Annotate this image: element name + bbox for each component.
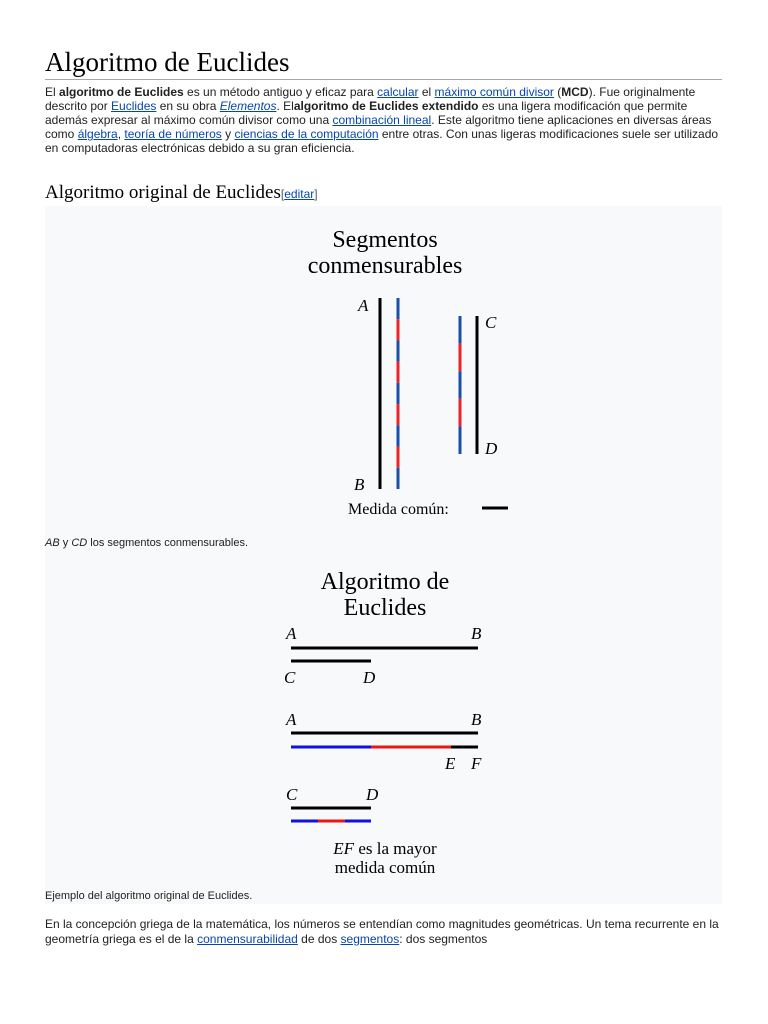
text: y [221,127,235,141]
text: ). Fue originalmente descrito por [45,85,696,113]
link-conmensurabilidad[interactable]: conmensurabilidad [197,932,298,946]
figure2-caption: Ejemplo del algoritmo original de Euclides. [45,890,253,902]
row3-label-c: C [286,785,298,804]
link-maximo-comun-divisor[interactable]: máximo común divisor [434,85,554,99]
link-calcular[interactable]: calcular [377,85,419,99]
bold-term: algoritmo de Euclides [59,85,184,99]
edit-bracket-open: [ [280,187,285,201]
body-paragraph [45,917,725,947]
caption-y: y [59,537,72,549]
commensurable-segments-figure [290,214,498,518]
text: el [418,85,435,99]
text: , [117,127,125,141]
link-combinacion-lineal[interactable]: combinación lineal [332,113,432,127]
figure2-title-line1: Algoritmo de [320,569,450,595]
row1-label-a: A [286,624,297,643]
edit-link[interactable]: editar [284,187,315,201]
row1-label-b: B [471,624,482,643]
row1-label-d: D [363,668,376,687]
text: entre otras. Con unas ligeras modificaciones suele ser utilizado en computadoras electrónicas debido a su gran eficiencia. [45,127,719,155]
label-c: C [485,313,497,332]
link-teoria-de-numeros[interactable]: teoría de números [124,127,222,141]
link-ciencias-de-la-computacion[interactable]: ciencias de la computación [234,127,379,141]
bold-term: MCD [561,85,589,99]
text: ( [553,85,562,99]
figure2-conclusion-line2: medida común [334,858,436,877]
edit-section [281,187,318,201]
caption-ab: AB [45,537,60,549]
link-segmentos[interactable]: segmentos [340,932,400,946]
figure-panel [45,206,722,904]
label-a: A [358,296,369,315]
bold-term: algoritmo de Euclides extendido [293,99,479,113]
row2-label-f: F [471,754,482,773]
caption-rest: los segmentos conmensurables. [87,537,249,549]
figure1-title-line1: Segmentos [332,227,438,253]
text: . Este algoritmo tiene aplicaciones en diversas áreas como [45,113,712,141]
section-heading [45,182,722,207]
text: es una ligera modificación que permite además expresar al máximo común divisor como una [45,99,688,127]
figure2-title-line2: Euclides [343,595,427,621]
link-algebra[interactable]: álgebra [77,127,118,141]
conclusion-rest: es la mayor [354,839,437,858]
label-b: B [354,475,365,494]
section-title: Algoritmo original de Euclides [45,182,281,203]
label-d: D [485,439,498,458]
conclusion-ef: EF [333,839,355,858]
text: En la concepción griega de la matemática, los números se entendían como magnitudes geométricas. Un tema recurrente en la geometría griega es el de la [45,917,719,946]
text: : dos segmentos [399,932,488,946]
row2-label-e: E [445,754,456,773]
figure1-title-line2: conmensurables [307,253,463,279]
figure2-conclusion-line1 [332,839,437,858]
intro-paragraph [45,85,725,155]
row3-label-d: D [366,785,379,804]
text: de dos [297,932,341,946]
text: El [45,85,60,99]
row2-label-b: B [471,710,482,729]
link-elementos[interactable]: Elementos [219,99,277,113]
text: en su obra [156,99,220,113]
text: es un método antiguo y eficaz para [183,85,378,99]
page-title: Algoritmo de Euclides [45,47,722,80]
row1-label-c: C [284,668,296,687]
common-measure-label: Medida común: [348,501,449,518]
row2-label-a: A [286,710,297,729]
caption-cd: CD [71,537,88,549]
edit-bracket-close: ] [314,187,318,201]
figure1-caption [45,537,248,550]
text: . El [276,99,294,113]
euclid-algorithm-figure [277,564,497,884]
link-euclides[interactable]: Euclides [111,99,157,113]
